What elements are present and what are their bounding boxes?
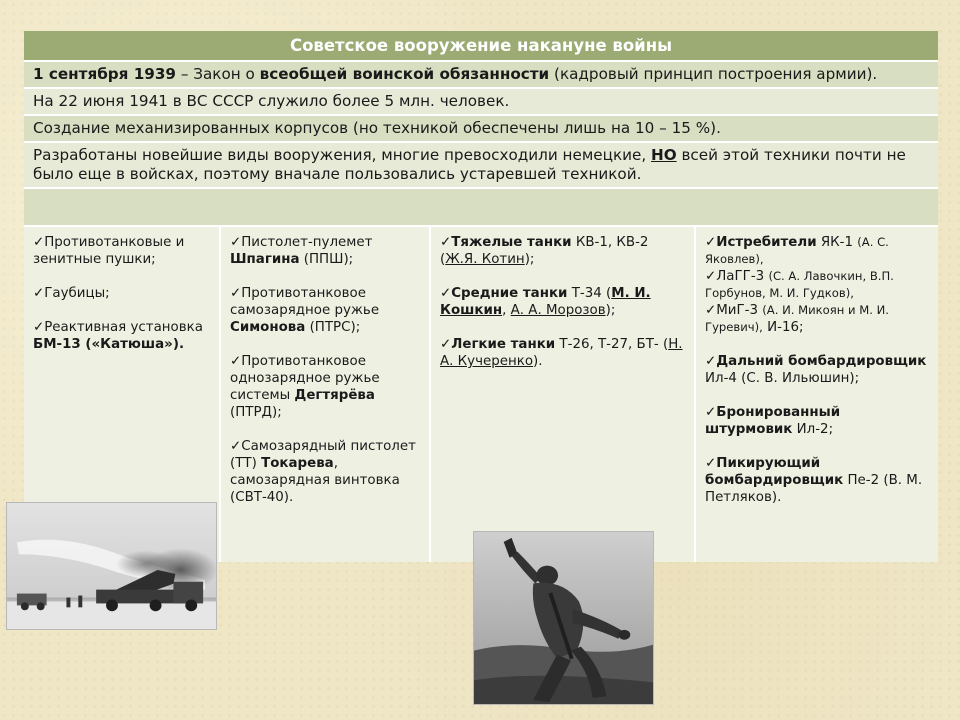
text-run: ✓ (705, 456, 717, 471)
text-run: А. А. Морозов (510, 303, 606, 318)
text-run: ✓Пистолет-пулемет (230, 235, 373, 250)
list-item (33, 285, 212, 302)
text-run: КВ-1, КВ-2 ( (440, 235, 649, 267)
row-army-size (24, 88, 938, 115)
text-run: Ил-4 (С. В. Ильюшин); (705, 371, 860, 386)
list-item (33, 234, 212, 268)
list-item (440, 234, 687, 268)
text-run: НО (651, 146, 677, 164)
text-run: ✓ (440, 286, 452, 301)
text-run: ✓Противотанковое однозарядное ружье системы (230, 354, 380, 403)
text-run: Пе-2 (В. М. Петляков). (705, 473, 923, 505)
text-run: (кадровый принцип построения армии). (549, 65, 878, 83)
katyusha-rocket-launcher-photo (6, 502, 217, 630)
text-run: Истребители (716, 235, 817, 250)
text-run: На 22 июня 1941 в ВС СССР служило более 5 млн. человек. (33, 92, 510, 110)
column-aircraft (695, 226, 938, 562)
text-run: Т-34 ( (567, 286, 612, 301)
text-run: ✓ (705, 405, 717, 420)
text-run: ✓МиГ-3 (705, 303, 763, 318)
text-run: М. И. Кошкин (440, 286, 651, 318)
text-run: Бронированный штурмовик (705, 405, 841, 437)
text-run: ✓Самозарядный пистолет (ТТ) (230, 439, 416, 471)
row-new-weapons (24, 142, 938, 188)
text-run: Разработаны новейшие виды вооружения, многие превосходили немецкие, (33, 146, 652, 164)
list-item (705, 234, 931, 336)
text-run: ✓ЛаГГ-3 (705, 269, 769, 284)
list-item (230, 234, 422, 268)
list-item (230, 285, 422, 336)
text-run: (ПТРД); (230, 405, 282, 420)
list-item (705, 404, 931, 438)
row-empty (24, 188, 938, 226)
table-title: Советское вооружение накануне войны (24, 31, 938, 61)
text-run: ); (605, 303, 616, 318)
list-item (230, 353, 422, 421)
text-run: всей этой техники почти не было еще в войсках, поэтому вначале пользовались устаревшей техникой. (33, 146, 906, 183)
row-mechanized-corps (24, 115, 938, 142)
text-run: , самозарядная винтовка (СВТ-40). (230, 456, 400, 505)
text-run: , (502, 303, 511, 318)
list-item (705, 455, 931, 506)
list-item (705, 353, 931, 387)
text-run: ЯК-1 (816, 235, 858, 250)
text-run: (ПТРС); (305, 320, 361, 335)
text-run: Шпагина (230, 252, 300, 267)
text-run: (С. А. Лавочкин, В.П. Горбунов, М. И. Гудков), (705, 269, 894, 300)
text-run: ✓ (440, 337, 452, 352)
text-run: Ж.Я. Котин (445, 252, 525, 267)
text-run: Симонова (230, 320, 306, 335)
text-run: Средние танки (451, 286, 568, 301)
row-conscription-law (24, 61, 938, 88)
soldier-charging-photo (473, 531, 654, 705)
text-run: (ППШ); (299, 252, 354, 267)
text-run: Пикирующий бомбардировщик (705, 456, 844, 488)
text-run: Дальний бомбардировщик (716, 354, 927, 369)
text-run: ✓Реактивная установка (33, 320, 203, 335)
text-run: Легкие танки (451, 337, 556, 352)
text-run: Н. А. Кучеренко (440, 337, 683, 369)
text-run: Ил-2; (792, 422, 834, 437)
text-run: всеобщей воинской обязанности (259, 65, 550, 83)
text-run: 1 сентября 1939 (33, 65, 176, 83)
list-item (440, 336, 687, 370)
text-run: (А. И. Микоян и М. И. Гуревич), (705, 303, 889, 334)
text-run: ✓ (705, 354, 717, 369)
list-item (33, 319, 212, 353)
text-run: ✓Противотанковые и зенитные пушки; (33, 235, 185, 267)
armament-table (24, 31, 938, 562)
text-run: – Закон о (176, 65, 260, 83)
text-run: Создание механизированных корпусов (но техникой обеспечены лишь на 10 – 15 %). (33, 119, 721, 137)
text-run: Тяжелые танки (451, 235, 572, 250)
text-run: Токарева (261, 456, 334, 471)
text-run: ✓ (705, 235, 717, 250)
text-run: (А. С. Яковлев), (705, 235, 889, 266)
list-item (230, 438, 422, 506)
text-run: Т-26, Т-27, БТ- ( (555, 337, 669, 352)
text-run: БМ-13 («Катюша»). (33, 337, 185, 352)
text-run: ✓Гаубицы; (33, 286, 110, 301)
column-tanks (430, 226, 695, 562)
text-run: ✓Противотанковое самозарядное ружье (230, 286, 380, 318)
text-run: Дегтярёва (294, 388, 375, 403)
text-run: ✓ (440, 235, 452, 250)
text-run: ); (524, 252, 535, 267)
text-run: И-16; (762, 320, 804, 335)
text-run: ). (533, 354, 543, 369)
list-item (440, 285, 687, 319)
column-small-arms (220, 226, 430, 562)
